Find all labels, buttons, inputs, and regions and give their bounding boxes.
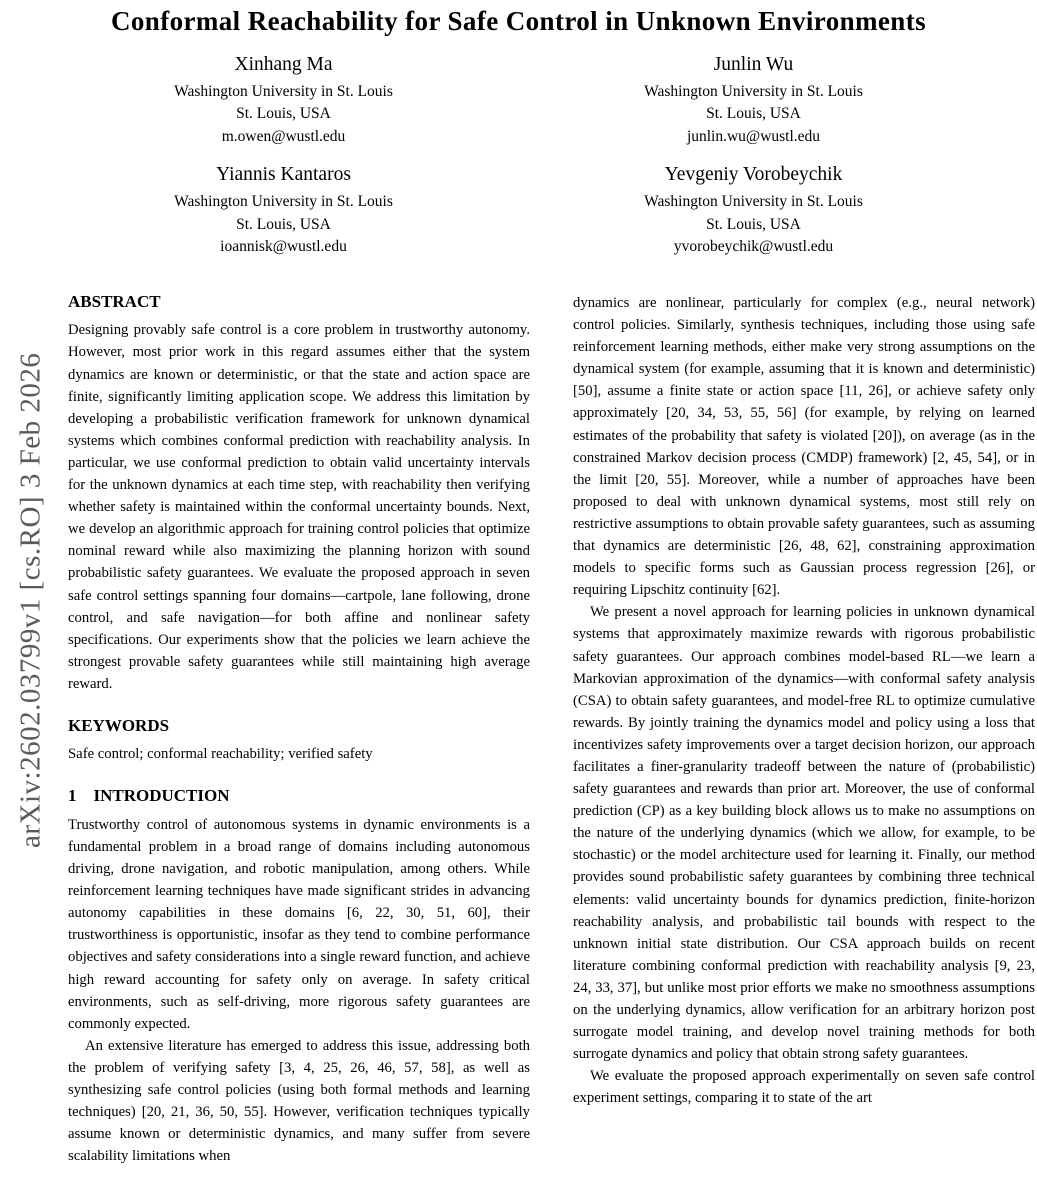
author-email: m.owen@wustl.edu [221, 127, 346, 145]
introduction-paragraph-1: Trustworthy control of autonomous systems in dynamic environments is a fundamental problem in a broad range of domains including autonomous driving, drone navigation, and robotic manipulation, among others. While reinforcement learning techniques have made significant strides in advancing autonomy capabilities in these domains [6, 22, 30, 51, 60], their trustworthiness is opportunistic, insofar as they tend to combine performance objectives and safety considerations into a single reward function, and achieve high reward accounting for safety only on average. In safety critical environments, such as self-driving, more rigorous safety guarantees are commonly expected. [68, 816, 530, 1032]
author-affiliation: Washington University in St. Louis [644, 82, 863, 100]
section-heading-abstract: ABSTRACT [68, 292, 161, 311]
abstract-text: Designing provably safe control is a core problem in trustworthy autonomy. However, most prior work in this regard assumes either that the system dynamics are known or deterministic, or that the state and action space are finite, significantly limiting application scope. We address this limitation by developing a probabilistic verification framework for unknown dynamical systems which combines conformal prediction with reachability analysis. In particular, we use conformal prediction to obtain valid uncertainty intervals for the unknown dynamics at each time step, with reachability then verifying whether safety is maintained within the conformal uncertainty bounds. Next, we develop an algorithmic approach for training control policies that optimize nominal reward while also maximizing the planning horizon with sound probabilistic safety guarantees. We evaluate the proposed approach in seven safe control settings spanning four domains—cartpole, lane following, drone control, and safe navigation—for both affine and nonlinear safety specifications. Our experiments show that the policies we learn achieve the strongest provable safety guarantees while still maintaining high average reward. [68, 322, 530, 692]
page-title: Conformal Reachability for Safe Control in Unknown Environments [110, 6, 926, 36]
author-name: Yiannis Kantaros [216, 164, 351, 186]
keywords-text: Safe control; conformal reachability; verified safety [68, 746, 373, 763]
author-city: St. Louis, USA [236, 105, 331, 123]
author-email: junlin.wu@wustl.edu [686, 127, 821, 145]
author-affiliation: Washington University in St. Louis [644, 193, 863, 211]
author-affiliation: Washington University in St. Louis [174, 82, 393, 100]
author-email: ioannisk@wustl.edu [220, 237, 347, 255]
body-columns [68, 292, 1035, 1198]
section-heading-introduction: 1 INTRODUCTION [68, 786, 230, 806]
author-name: Yevgeniy Vorobeychik [664, 164, 843, 186]
introduction-paragraph-2: An extensive literature has emerged to address this issue, addressing both the problem of verifying safety [3, 4, 25, 26, 46, 57, 58], as well as synthesizing safe control policies (using both formal methods and learning techniques) [20, 21, 36, 50, 55]. However, verification techniques typically assume known or deterministic dynamics, and many suffer from severe scalability limitations when [68, 1037, 530, 1165]
left-column [68, 292, 530, 1198]
body-paragraph-3: We evaluate the proposed approach experimentally on seven safe control experiment settings, comparing it to state of the art [573, 1068, 1035, 1107]
authors-section [49, 54, 989, 259]
arxiv-watermark: arXiv:2602.03799v1 [cs.RO] 3 Feb 2026 [14, 352, 47, 848]
body-paragraph-2: We present a novel approach for learning policies in unknown dynamical systems that approximately maximize rewards with rigorous probabilistic safety guarantees. Our approach combines model-based RL—we learn a Markovian approximation of the dynamics—with conformal safety analysis (CSA) to obtain safety guarantees, and model-free RL to optimize cumulative rewards. By jointly training the dynamics model and policy using a loss that incentivizes safety improvements over a target decision horizon, our approach facilitates a finer-granularity tradeoff between the nature of (probabilistic) safety guarantees and rewards than prior art. Moreover, the use of conformal prediction (CP) as a key building block allows us to make no assumptions on the nature of the underlying dynamics (which we allow, for example, to be stochastic) or the model architecture used for learning it. Finally, our method provides sound probabilistic safety guarantees by combining three technical elements: valid uncertainty bounds for dynamics prediction, finite-horizon reachability analysis, and probabilistic tail bounds with respect to the unknown initial state distribution. Our CSA approach builds on recent literature combining conformal prediction with reachability analysis [9, 23, 24, 33, 37], but unlike most prior efforts we make no smoothness assumptions on the underlying dynamics, allow verification for an arbitrary horizon post surrogate model training, and develop novel training methods for both surrogate dynamics and policy that obtain strong safety guarantees. [573, 604, 1035, 1063]
author-block-3 [49, 164, 519, 258]
author-block-2 [519, 54, 989, 148]
author-block-1 [49, 54, 519, 148]
author-city: St. Louis, USA [236, 215, 331, 233]
author-affiliation: Washington University in St. Louis [174, 193, 393, 211]
right-column [573, 292, 1035, 1198]
section-heading-keywords: KEYWORDS [68, 715, 170, 735]
author-city: St. Louis, USA [706, 215, 801, 233]
author-city: St. Louis, USA [706, 105, 801, 123]
body-paragraph-continuation: dynamics are nonlinear, particularly for complex (e.g., neural network) control policies. Similarly, synthesis techniques, including those using safe reinforcement learning methods, either make very strong assumptions on the dynamical system (for example, assuming that it is known and deterministic) [50], assume a finite state or action space [11, 26], or achieve safety only approximately [20, 34, 53, 55, 56] (for example, by relying on learned estimates of the probability that safety is violated [20]), on average (as in the constrained Markov decision process (CMDP) framework) [2, 45, 54], or in the limit [20, 55]. Moreover, while a number of approaches have been proposed to deal with unknown dynamical systems, most still rely on restrictive assumptions to obtain provable safety guarantees, such as assuming that dynamics are deterministic [26, 48, 62], constraining approximation models to specific forms such as Gaussian process regression [26], or requiring Lipschitz continuity [62]. [573, 295, 1035, 599]
author-name: Junlin Wu [713, 53, 794, 75]
author-email: yvorobeychik@wustl.edu [673, 237, 834, 255]
author-block-4 [519, 164, 989, 258]
author-name: Xinhang Ma [234, 53, 333, 75]
